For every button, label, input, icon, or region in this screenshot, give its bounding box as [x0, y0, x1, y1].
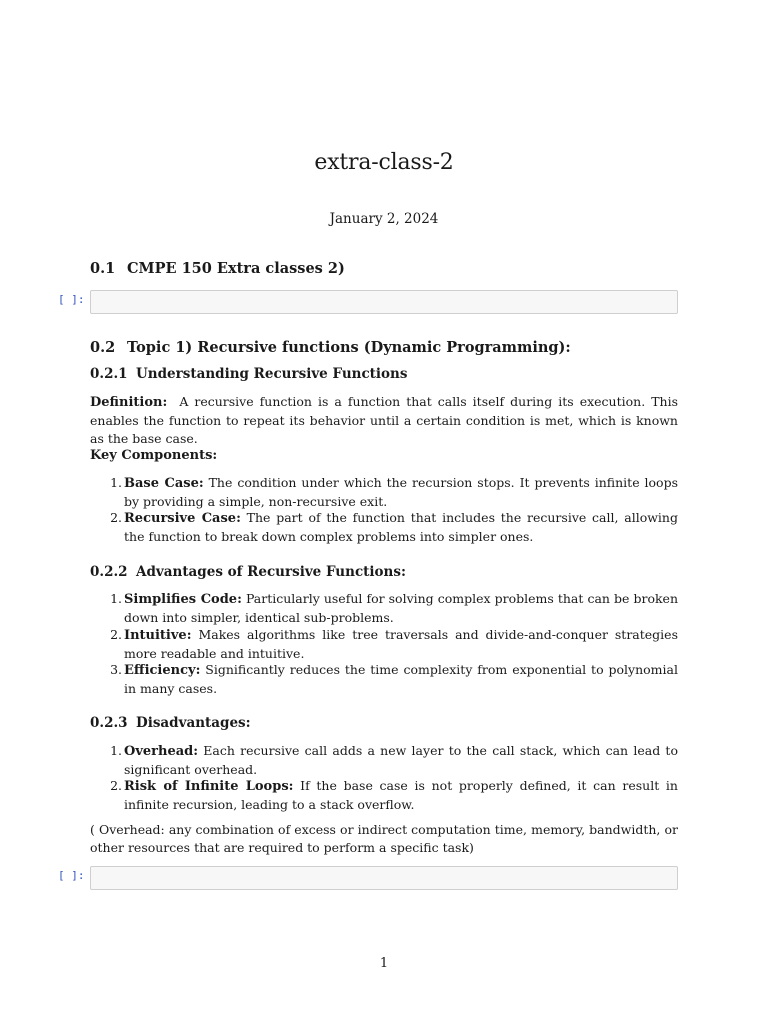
list-item — [100, 661, 678, 697]
list-item — [100, 509, 678, 545]
section-number: 0.1 — [90, 260, 116, 277]
page-number: 1 — [379, 956, 389, 971]
list-item — [100, 777, 678, 813]
list-number: 1. — [110, 743, 122, 758]
list-item — [100, 626, 678, 662]
list-term: Overhead: — [124, 744, 199, 759]
list-text: Particularly useful for solving complex problems that can be broken down into simpler, identical sub-problems. — [124, 591, 679, 625]
definition-paragraph — [90, 393, 678, 448]
subsection-number: 0.2.1 — [90, 366, 128, 382]
subsection-heading-0-2-2 — [90, 564, 406, 580]
definition-text: A recursive function is a function that calls itself during its execution. This enables the function to repeat its behavior until a certain condition is met, which is known as the base case. — [90, 394, 678, 446]
list-term: Recursive Case: — [124, 511, 241, 526]
cell-prompt: [ ]: — [58, 293, 85, 306]
list-number: 1. — [110, 475, 122, 490]
document-title: extra-class-2 — [314, 150, 454, 175]
section-number: 0.2 — [90, 339, 116, 356]
definition-label: Definition: — [90, 395, 168, 410]
list-text: Significantly reduces the time complexity from exponential to polynomial in many cases. — [124, 662, 678, 696]
list-number: 2. — [110, 510, 122, 525]
section-title: Topic 1) Recursive functions (Dynamic Programming): — [127, 339, 571, 356]
cell-prompt: [ ]: — [58, 869, 85, 882]
list-item — [100, 742, 678, 778]
list-term: Base Case: — [124, 476, 204, 491]
subsection-heading-0-2-3 — [90, 715, 251, 731]
list-text: If the base case is not properly defined, it can result in infinite recursion, leading to a stack overflow. — [124, 778, 678, 812]
list-term: Intuitive: — [124, 628, 192, 643]
subsection-number: 0.2.3 — [90, 715, 128, 731]
document-date: January 2, 2024 — [329, 211, 439, 227]
section-title: CMPE 150 Extra classes 2) — [127, 260, 345, 277]
list-item — [100, 474, 678, 510]
list-term: Efficiency: — [124, 663, 201, 678]
list-text: Each recursive call adds a new layer to the call stack, which can lead to significant overhead. — [124, 743, 678, 777]
list-number: 3. — [110, 662, 122, 677]
subsection-title: Understanding Recursive Functions — [136, 366, 408, 382]
subsection-heading-0-2-1 — [90, 366, 407, 382]
key-components-heading: Key Components: — [90, 448, 218, 463]
list-number: 2. — [110, 778, 122, 793]
list-text: Makes algorithms like tree traversals and divide-and-conquer strategies more readable and intuitive. — [124, 627, 678, 661]
list-item — [100, 590, 678, 626]
section-heading-0-2 — [90, 339, 571, 356]
list-text: The part of the function that includes the recursive call, allowing the function to break down complex problems into simpler ones. — [124, 510, 678, 544]
list-term: Risk of Infinite Loops: — [124, 779, 294, 794]
overhead-note: ( Overhead: any combination of excess or indirect computation time, memory, bandwidth, or other resources that are required to perform a specific task) — [90, 822, 678, 855]
empty-code-cell[interactable] — [90, 866, 678, 890]
empty-code-cell[interactable] — [90, 290, 678, 314]
subsection-number: 0.2.2 — [90, 564, 128, 580]
subsection-title: Advantages of Recursive Functions: — [136, 564, 406, 580]
subsection-title: Disadvantages: — [136, 715, 251, 731]
list-number: 2. — [110, 627, 122, 642]
list-term: Simplifies Code: — [124, 592, 242, 607]
list-text: The condition under which the recursion stops. It prevents infinite loops by providing a simple, non-recursive exit. — [124, 475, 678, 509]
section-heading-0-1 — [90, 260, 345, 277]
list-number: 1. — [110, 591, 122, 606]
